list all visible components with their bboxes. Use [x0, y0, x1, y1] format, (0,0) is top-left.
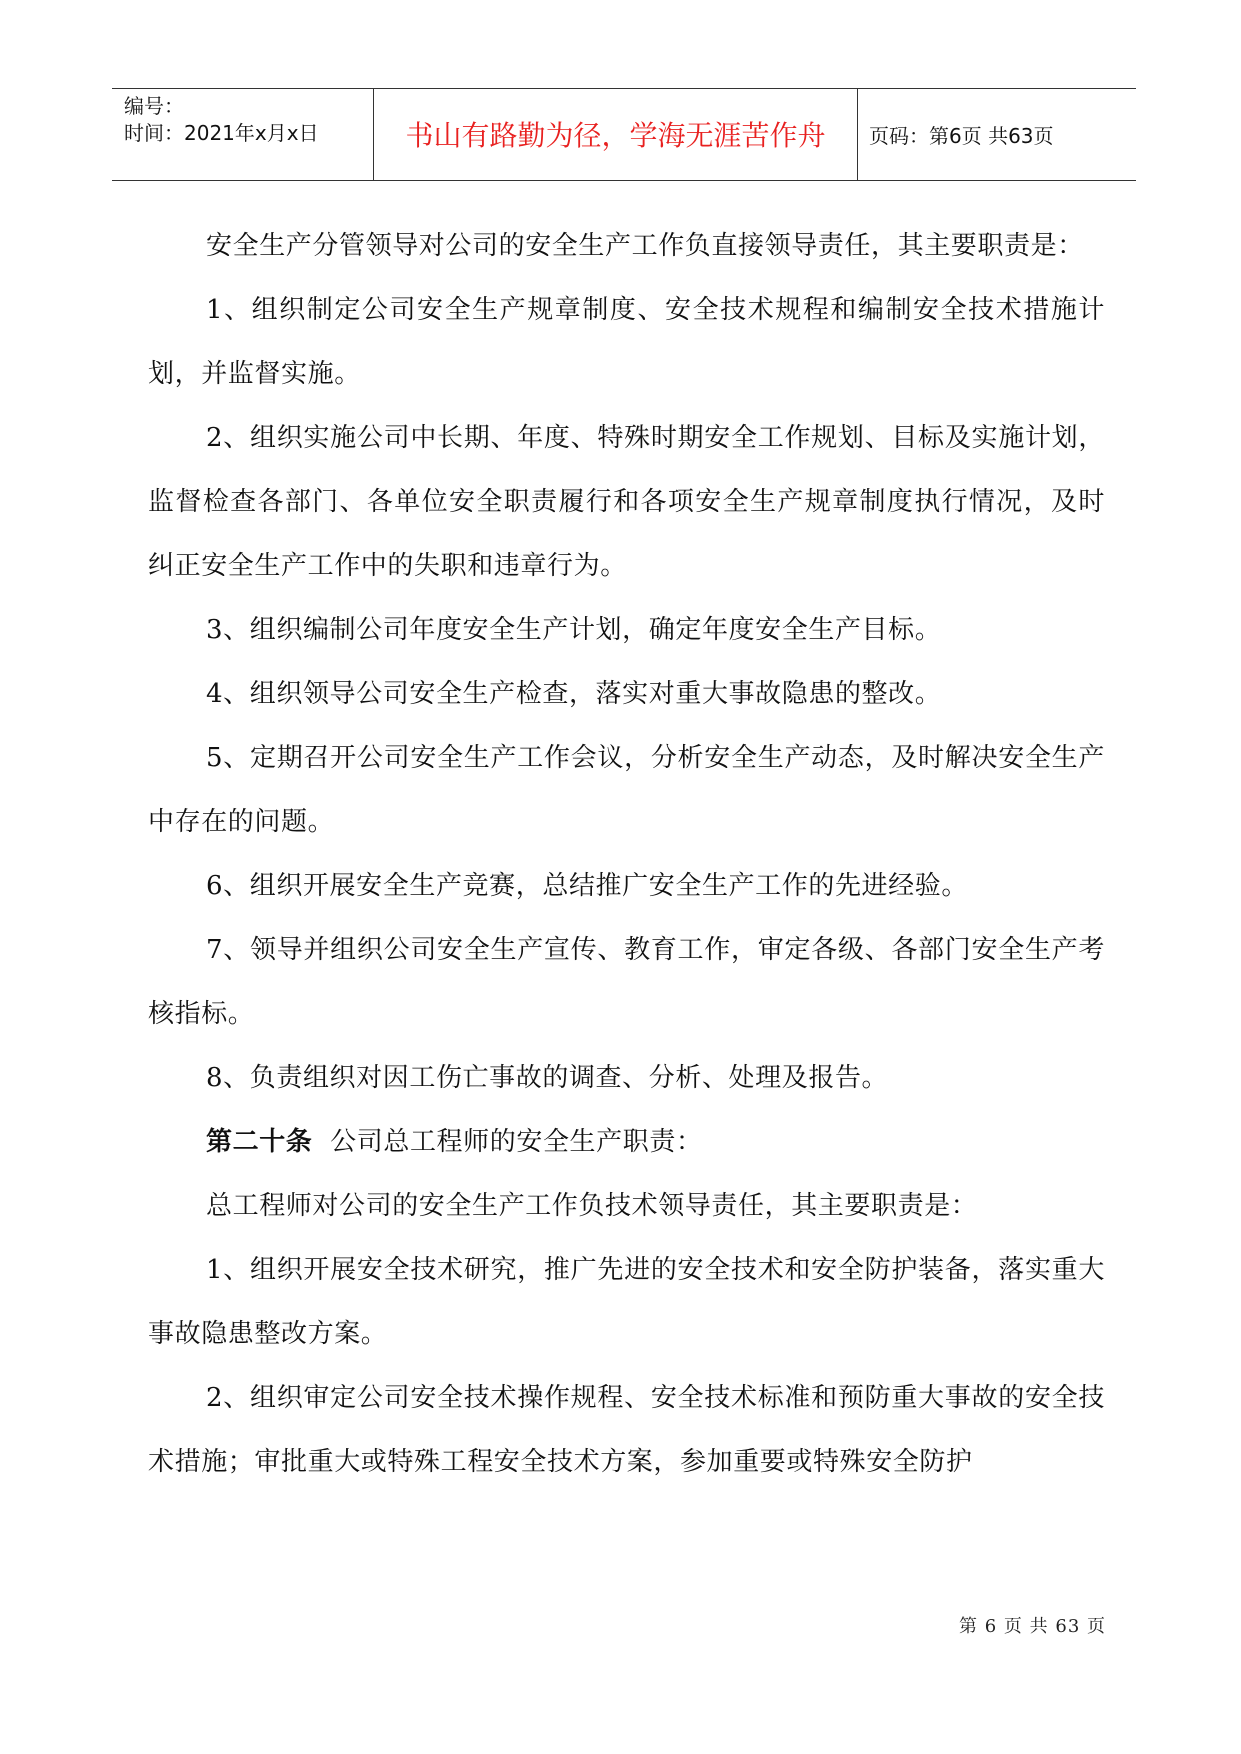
- header-motto: 书山有路勤为径，学海无涯苦作舟: [405, 119, 826, 152]
- article-title: 公司总工程师的安全生产职责：: [330, 1127, 703, 1157]
- page-header: [112, 88, 1136, 181]
- paragraph: 安全生产分管领导对公司的安全生产工作负直接领导责任，其主要职责是：: [206, 231, 1084, 261]
- paragraph: 8、负责组织对因工伤亡事故的调查、分析、处理及报告。: [206, 1063, 889, 1093]
- paragraph: 2、组织实施公司中长期、年度、特殊时期安全工作规划、目标及实施计划，监督检查各部门、各单位安全职责履行和各项安全生产规章制度执行情况，及时纠正安全生产工作中的失职和违章行为。: [148, 423, 1105, 581]
- paragraph: 7、领导并组织公司安全生产宣传、教育工作，审定各级、各部门安全生产考核指标。: [148, 935, 1105, 1029]
- paragraph: 6、组织开展安全生产竞赛，总结推广安全生产工作的先进经验。: [206, 871, 968, 901]
- header-page-number: 页码：第6页 共63页: [869, 123, 1054, 148]
- article-heading: [148, 1110, 1105, 1174]
- page-footer: 第 6 页 共 63 页: [959, 1616, 1106, 1637]
- paragraph: 3、组织编制公司年度安全生产计划，确定年度安全生产目标。: [206, 615, 942, 645]
- paragraph: 4、组织领导公司安全生产检查，落实对重大事故隐患的整改。: [206, 679, 942, 709]
- article-number: 第二十条: [206, 1127, 313, 1157]
- paragraph: 5、定期召开公司安全生产工作会议，分析安全生产动态，及时解决安全生产中存在的问题。: [148, 743, 1105, 837]
- paragraph: 1、组织开展安全技术研究，推广先进的安全技术和安全防护装备，落实重大事故隐患整改方案。: [148, 1255, 1105, 1349]
- document-number-label: 编号：: [124, 94, 184, 118]
- paragraph: 1、组织制定公司安全生产规章制度、安全技术规程和编制安全技术措施计划，并监督实施。: [148, 295, 1105, 389]
- header-divider: [857, 89, 858, 180]
- paragraph: 总工程师对公司的安全生产工作负技术领导责任，其主要职责是：: [206, 1191, 978, 1221]
- paragraph: 2、组织审定公司安全技术操作规程、安全技术标准和预防重大事故的安全技术措施；审批重大或特殊工程安全技术方案，参加重要或特殊安全防护: [148, 1383, 1105, 1477]
- header-meta: [124, 93, 319, 147]
- document-body: [148, 214, 1105, 1494]
- document-time-label: 时间：2021年x月x日: [124, 121, 319, 145]
